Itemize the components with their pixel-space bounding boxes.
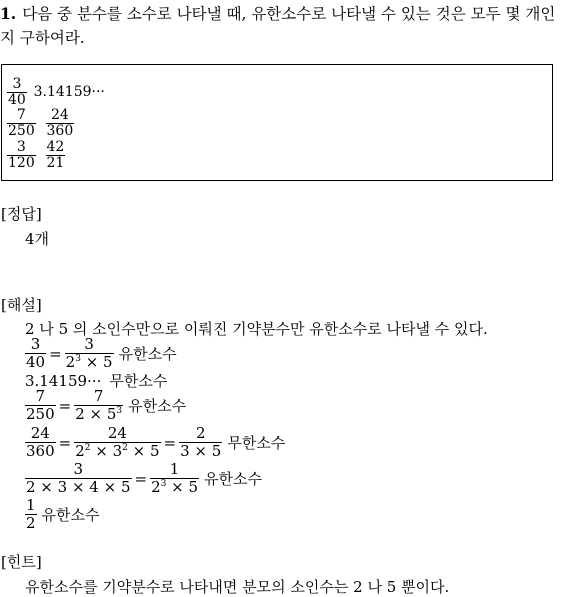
choice-frac-3-40: $\frac{3}{40}$ bbox=[8, 76, 26, 108]
label-finite-2: 유한소수 bbox=[128, 396, 187, 415]
choice-row-1 bbox=[7, 77, 105, 108]
choice-frac-3-120: $\frac{3}{120}$ bbox=[8, 139, 35, 171]
explanation-line-1: $\frac{3}{40}$ = $\frac{3}{2^3 \times 5}$ 유한소수 bbox=[26, 335, 177, 371]
label-infinite-1: 무한소수 bbox=[109, 372, 168, 390]
explanation-line-3: $\frac{7}{250}$ = $\frac{7}{2 \times 5^3}$ 유한소수 bbox=[26, 387, 187, 423]
choice-frac-7-250: $\frac{7}{250}$ bbox=[8, 107, 35, 139]
label-finite-3: 유한소수 bbox=[204, 469, 262, 488]
explanation-line-6: $\frac{1}{2}$ 유한소수 bbox=[26, 496, 100, 532]
choice-frac-24-360: $\frac{24}{360}$ bbox=[46, 107, 74, 139]
label-infinite-2: 무한소수 bbox=[227, 433, 286, 452]
question-body: 다음 중 분수를 소수로 나타낼 때, 유한소수로 나타낼 수 있는 것은 모두 몇 개인지 구하여라. bbox=[0, 5, 556, 47]
explanation-line-5: $\frac{3}{2 \times 3 \times 4 \times 5}$ = $\frac{1}{2^3 \times 5}$ 유한소수 bbox=[26, 460, 262, 496]
label-finite-4: 유한소수 bbox=[41, 505, 100, 524]
explanation-line-4: $\frac{24}{360}$ = $\frac{24}{2^2 \times 3^2 \times 5}$ = $\frac{2}{3 \times 5}$ 무한소수 bbox=[26, 424, 286, 460]
explanation-intro: 2 나 5 의 소인수만으로 이뤄진 기약분수만 유한소수로 나타낼 수 있다. bbox=[25, 320, 488, 338]
explanation-heading: [해설] bbox=[1, 296, 42, 314]
answer-heading: [정답] bbox=[1, 205, 42, 223]
question-number: 1. bbox=[0, 4, 17, 23]
hint-heading: [힌트] bbox=[1, 553, 42, 571]
answer-value: 4개 bbox=[25, 230, 50, 248]
choice-decimal: 3.14159··· bbox=[33, 84, 105, 101]
choice-row-2 bbox=[7, 108, 74, 139]
hint-text: 유한소수를 기약분수로 나타내면 분모의 소인수는 2 나 5 뿐이다. bbox=[25, 578, 450, 596]
choice-frac-42-21: $\frac{42}{21}$ bbox=[46, 139, 65, 171]
explanation-line-2: 3.14159··· 무한소수 bbox=[25, 372, 168, 390]
choice-row-3 bbox=[7, 140, 65, 171]
label-finite-1: 유한소수 bbox=[118, 344, 177, 363]
question-text bbox=[0, 2, 568, 50]
